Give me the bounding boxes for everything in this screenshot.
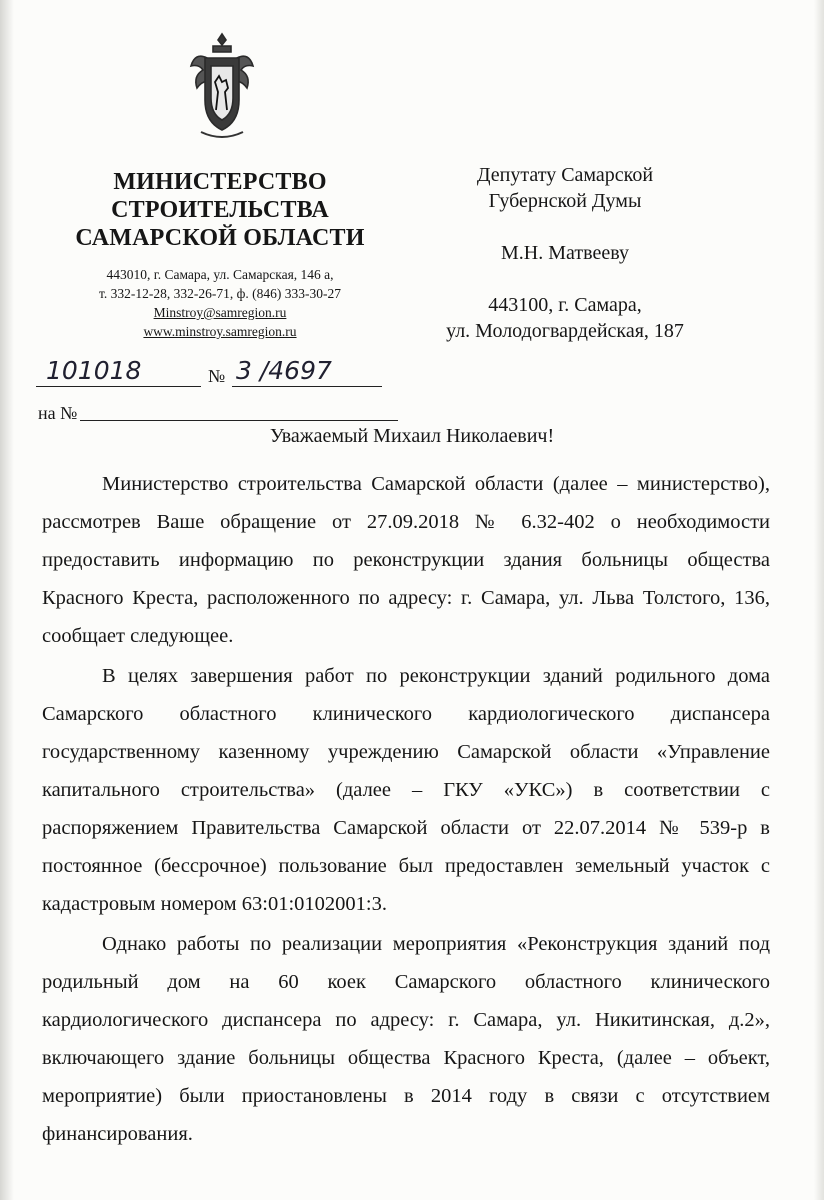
ministry-name-line: САМАРСКОЙ ОБЛАСТИ: [75, 225, 365, 251]
ministry-name: [60, 168, 380, 252]
salutation: Уважаемый Михаил Николаевич!: [269, 425, 555, 447]
paragraph-text: Однако работы по реализации мероприятия «Реконструкция зданий под родильный дом на 60 коек Самарского областного клинического кардиологического диспансера по адресу: г. Самара, ул. Никитинская, д.2», включающего здание больницы общества Красного Креста, (далее – объект, мероприятие) были приостановлены в 2014 году в связи с отсутствием финансирования.: [42, 933, 770, 1145]
body-paragraph: [42, 465, 770, 655]
body-paragraph: [42, 925, 770, 1153]
number-label: №: [208, 366, 226, 386]
ministry-address: 443010, г. Самара, ул. Самарская, 146 а,: [106, 267, 334, 282]
recipient-address: ул. Молодогвардейская, 187: [446, 320, 684, 342]
registration-date: 101018: [46, 356, 142, 385]
ministry-name-line: МИНИСТЕРСТВО: [113, 169, 327, 195]
body-paragraph: [42, 657, 770, 923]
recipient-line: Губернской Думы: [488, 190, 642, 212]
recipient-name: М.Н. Матвееву: [501, 242, 629, 264]
page-edge-shadow: [0, 0, 14, 1200]
page-edge-shadow: [814, 0, 824, 1200]
ministry-name-line: СТРОИТЕЛЬСТВА: [111, 197, 329, 223]
ministry-contacts: [60, 265, 380, 341]
paragraph-text: Министерство строительства Самарской области (далее – министерство), рассмотрев Ваше обращение от 27.09.2018 № 6.32-402 о необходимости предоставить информацию по реконструкции здания больницы общества Красного Креста, расположенного по адресу: г. Самара, ул. Льва Толстого, 136, сообщает следующее.: [42, 473, 770, 647]
paragraph-text: В целях завершения работ по реконструкции зданий родильного дома Самарского областного клинического кардиологического диспансера государственному казенному учреждению Самарской области «Управление капитального строительства» (далее – ГКУ «УКС») в соответствии с распоряжением Правительства Самарской области от 22.07.2014 № 539-р в постоянное (бессрочное) пользование был предоставлен земельный участок с кадастровым номером 63:01:0102001:3.: [42, 665, 770, 915]
registration-line: [36, 356, 386, 394]
coat-of-arms-icon: [185, 28, 259, 152]
recipient-address: 443100, г. Самара,: [488, 294, 642, 316]
recipient-block: [395, 162, 735, 344]
ministry-website: www.minstroy.samregion.ru: [143, 324, 297, 339]
reply-label: на №: [38, 403, 78, 423]
reply-number-line: [80, 420, 398, 421]
recipient-line: Депутату Самарской: [476, 164, 654, 186]
ministry-phones: т. 332-12-28, 332-26-71, ф. (846) 333-30-27: [99, 286, 341, 301]
registration-number: 3 /4697: [236, 356, 332, 385]
ministry-email: Minstroy@samregion.ru: [153, 305, 287, 320]
